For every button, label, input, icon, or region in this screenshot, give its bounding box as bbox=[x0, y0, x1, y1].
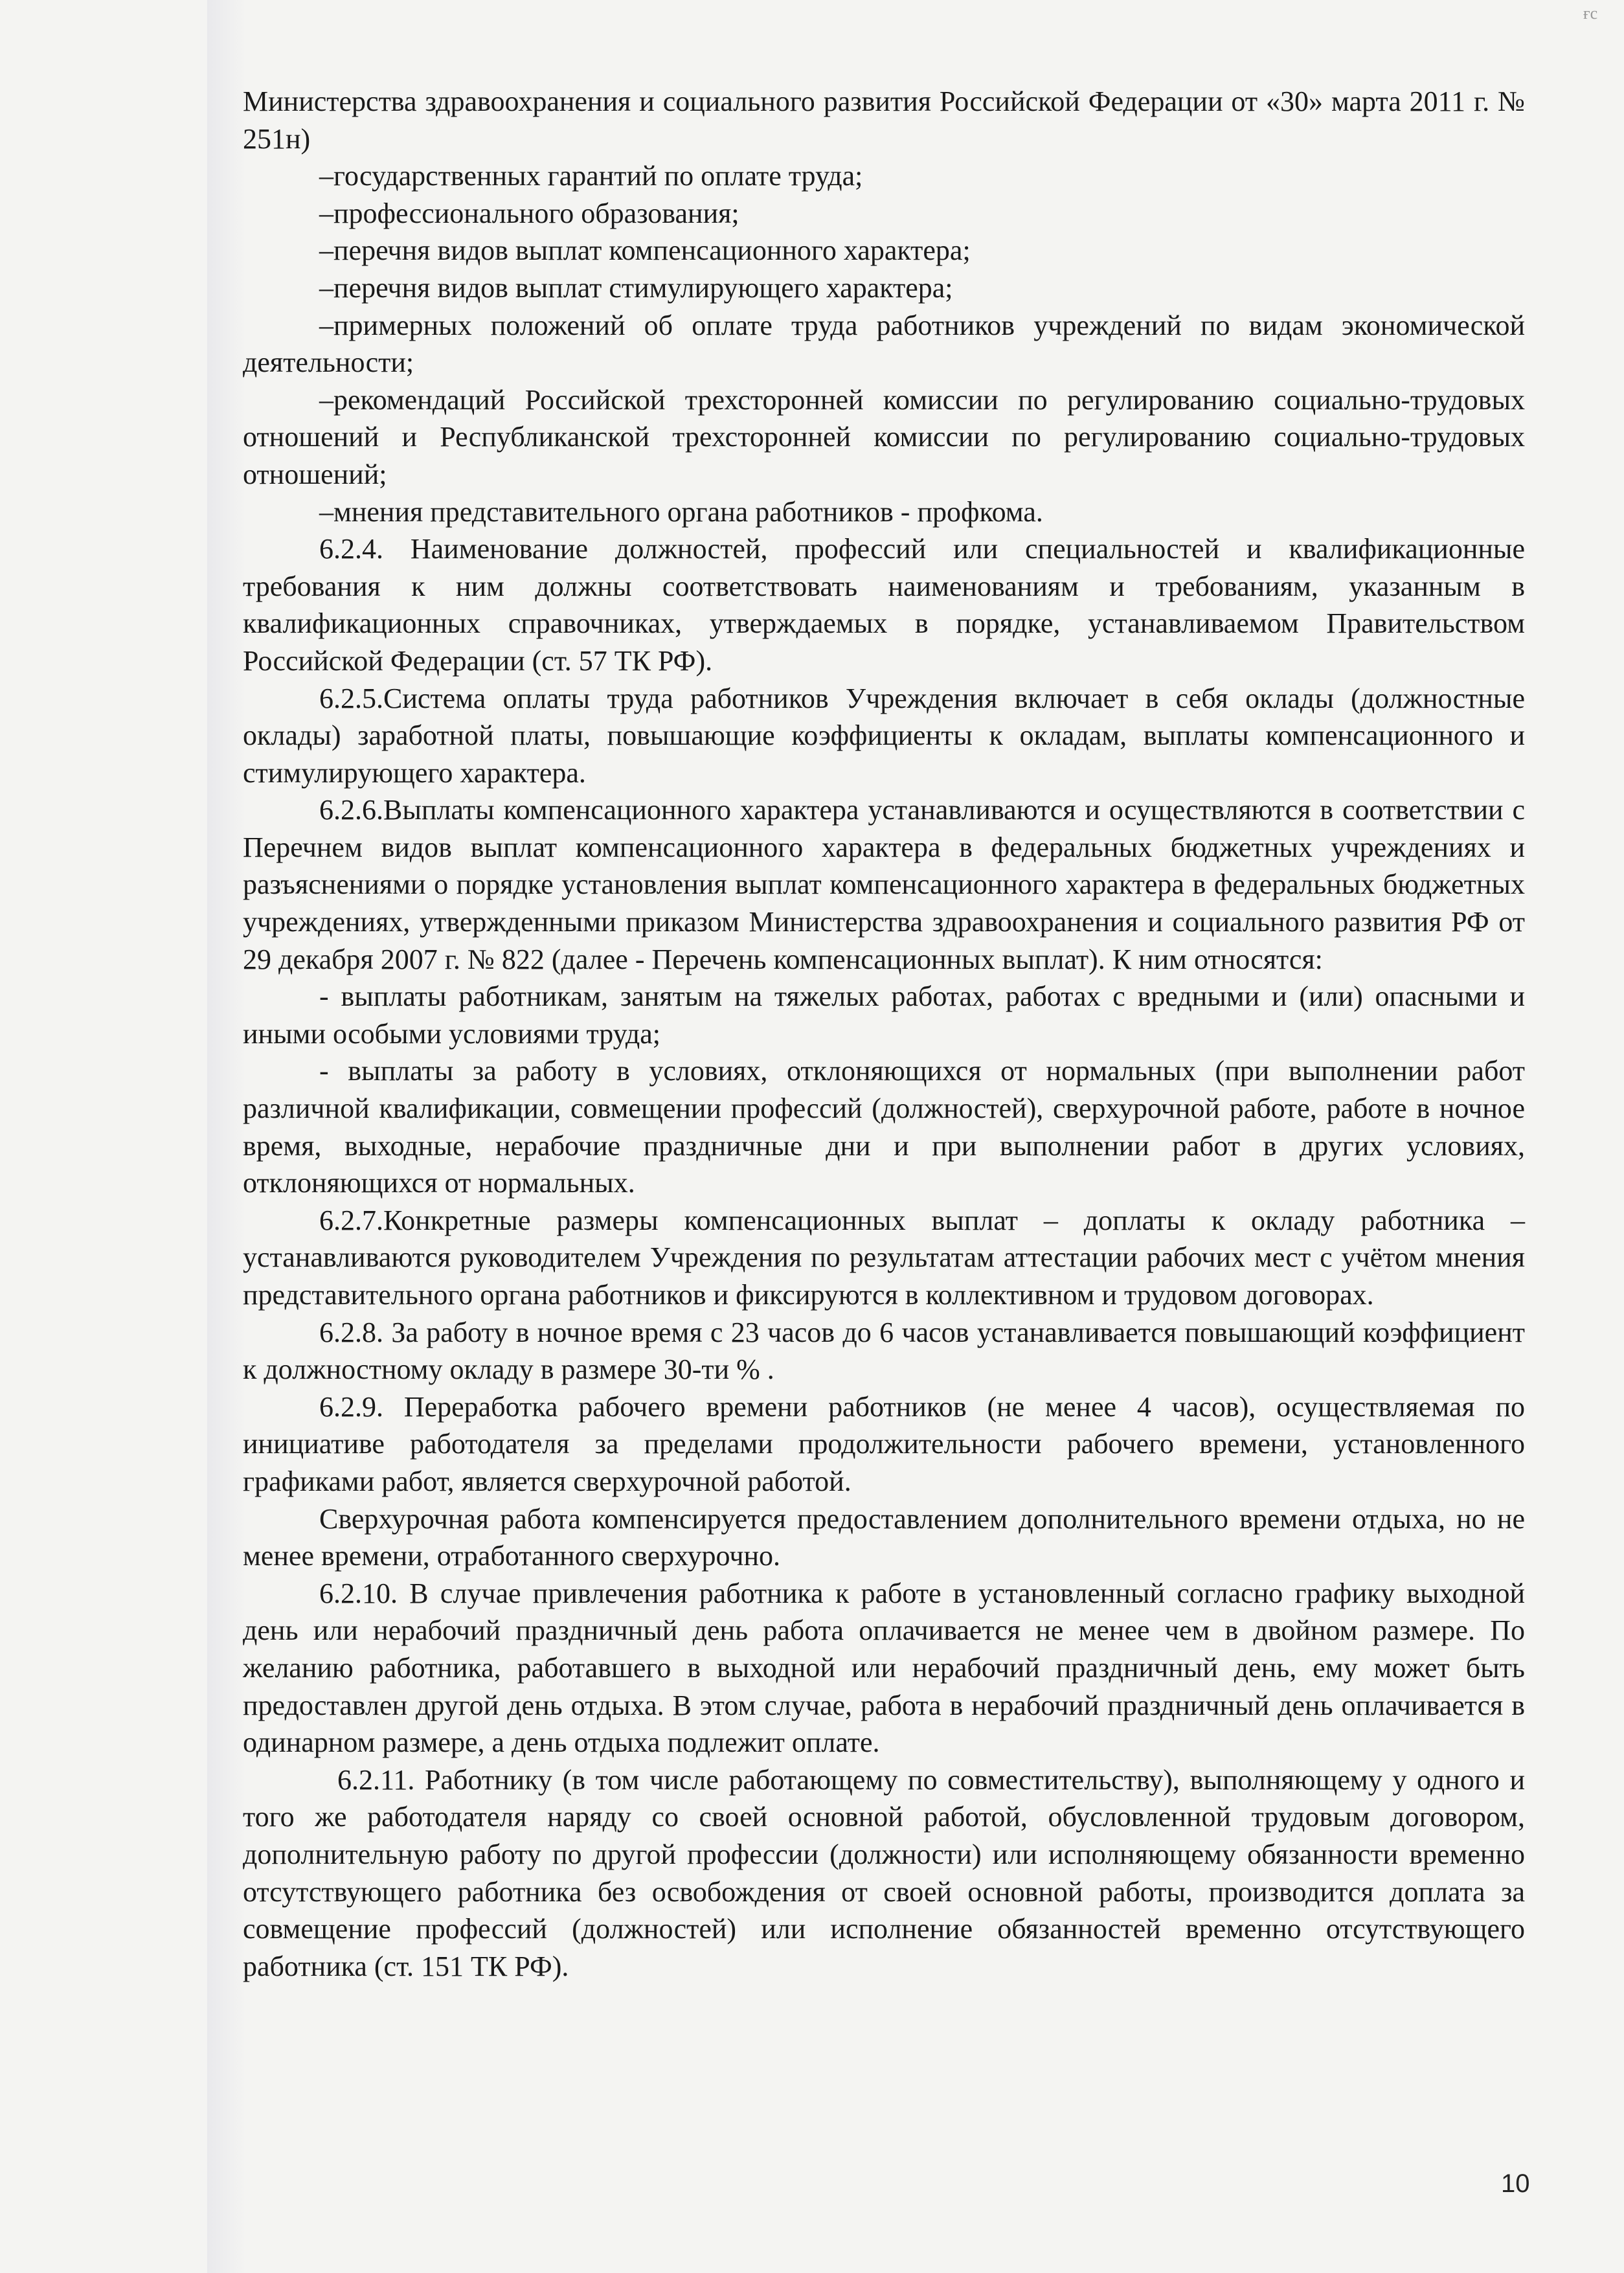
corner-mark: ғс bbox=[1583, 4, 1598, 23]
list-item-union-opinion: –мнения представительного органа работников - профкома. bbox=[319, 495, 1043, 528]
clause-6-2-6: 6.2.6.Выплаты компенсационного характера устанавливаются и осуществляются в соответствии с Перечнем видов выплат компенсационного характера в федеральных бюджетных учреждениях и разъяснениями о порядке установления выплат компенсационного характера в федеральных бюджетных учреждениях, утвержденными приказом Министерства здравоохранения и социального развития РФ от 29 декабря 2007 г. № 822 (далее - Перечень компенсационных выплат). К ним относятся: bbox=[243, 794, 1525, 975]
clause-6-2-11: 6.2.11. Работнику (в том числе работающему по совместительству), выполняющему у одного и того же работодателя наряду со своей основной работой, обусловленной трудовым договором, дополнительную работу по другой профессии (должности) или исполняющему обязанности временно отсутствующего работника без освобождения от своей основной работы, производится доплата за совмещение профессий (должностей) или исполнение обязанностей временно отсутствующего работника (ст. 151 ТК РФ). bbox=[243, 1763, 1525, 1982]
document-body bbox=[243, 83, 1525, 1985]
clause-6-2-6-item-2: - выплаты за работу в условиях, отклоняющихся от нормальных (при выполнении работ различной квалификации, совмещении профессий (должностей), сверхурочной работе, работе в ночное время, выходные, нерабочие праздничные дни и при выполнении работ в других условиях, отклоняющихся от нормальных. bbox=[243, 1055, 1525, 1199]
list-item-commission-recommendations: –рекомендаций Российской трехсторонней комиссии по регулированию социально-трудовых отношений и Республиканской трехсторонней комиссии по регулированию социально-трудовых отношений; bbox=[243, 383, 1525, 490]
clause-6-2-8: 6.2.8. За работу в ночное время с 23 часов до 6 часов устанавливается повышающий коэффициент к должностному окладу в размере 30-ти % . bbox=[243, 1316, 1525, 1386]
clause-6-2-4: 6.2.4. Наименование должностей, профессий или специальностей и квалификационные требования к ним должны соответствовать наименованиям и требованиям, указанным в квалификационных справочниках, утверждаемых в порядке, устанавливаемом Правительством Российской Федерации (ст. 57 ТК РФ). bbox=[243, 533, 1525, 677]
page-number: 10 bbox=[1501, 2169, 1530, 2198]
clause-6-2-7: 6.2.7.Конкретные размеры компенсационных выплат – доплаты к окладу работника – устанавливаются руководителем Учреждения по результатам аттестации рабочих мест с учётом мнения представительного органа работников и фиксируются в коллективном и трудовом договорах. bbox=[243, 1204, 1525, 1311]
clause-6-2-6-item-1: - выплаты работникам, занятым на тяжелых работах, работах с вредными и (или) опасными и иными особыми условиями труда; bbox=[243, 980, 1525, 1050]
clause-6-2-5: 6.2.5.Система оплаты труда работников Учреждения включает в себя оклады (должностные оклады) заработной платы, повышающие коэффициенты к окладам, выплаты компенсационного и стимулирующего характера. bbox=[243, 682, 1525, 789]
list-item-compensation-list: –перечня видов выплат компенсационного характера; bbox=[319, 234, 971, 267]
paragraph: Министерства здравоохранения и социального развития Российской Федерации от «30» марта 2011 г. № 251н) bbox=[243, 85, 1525, 155]
clause-6-2-9: 6.2.9. Переработка рабочего времени работников (не менее 4 часов), осуществляемая по инициативе работодателя за пределами продолжительности рабочего времени, установленного графиками работ, является сверхурочной работой. bbox=[243, 1390, 1525, 1497]
overtime-compensation: Сверхурочная работа компенсируется предоставлением дополнительного времени отдыха, но не менее времени, отработанного сверхурочно. bbox=[243, 1502, 1525, 1572]
scan-margin-shadow bbox=[207, 0, 246, 2273]
list-item-education: –профессионального образования; bbox=[319, 197, 739, 229]
list-item-guarantees: –государственных гарантий по оплате труда; bbox=[319, 160, 863, 192]
clause-6-2-10: 6.2.10. В случае привлечения работника к работе в установленный согласно графику выходной день или нерабочий праздничный день работа оплачивается не менее чем в двойном размере. По желанию работника, работавшего в выходной или нерабочий праздничный день, ему может быть предоставлен другой день отдыха. В этом случае, работа в нерабочий праздничный день оплачивается в одинарном размере, а день отдыха подлежит оплате. bbox=[243, 1577, 1525, 1759]
list-item-model-regulations: –примерных положений об оплате труда работников учреждений по видам экономической деятельности; bbox=[243, 309, 1525, 379]
list-item-incentive-list: –перечня видов выплат стимулирующего характера; bbox=[319, 271, 953, 304]
